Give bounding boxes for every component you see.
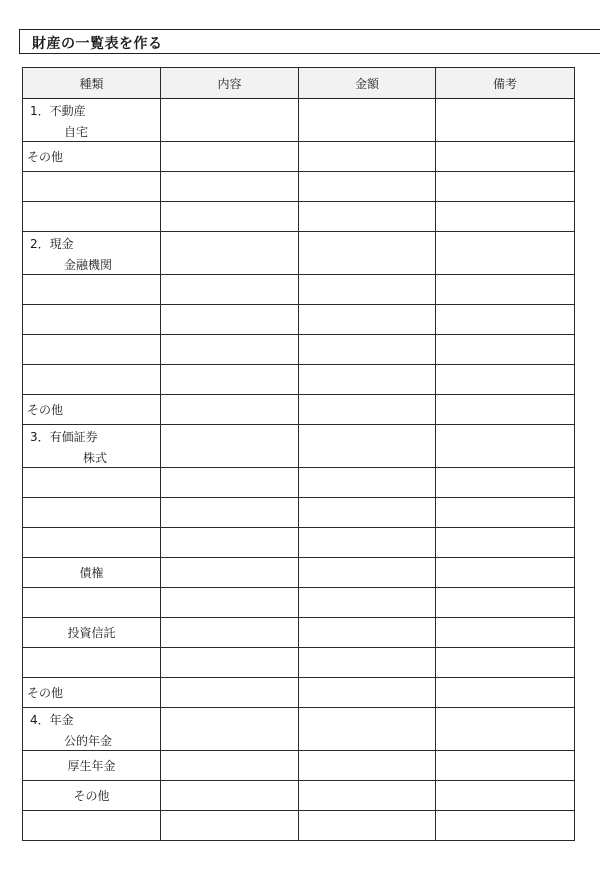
amount-cell[interactable] bbox=[299, 305, 436, 335]
header-amount: 金額 bbox=[299, 68, 436, 99]
remarks-cell[interactable] bbox=[436, 395, 575, 425]
content-cell[interactable] bbox=[161, 558, 299, 588]
subcategory-label: 金融機関 bbox=[64, 258, 113, 272]
table-row bbox=[23, 811, 575, 841]
table-row bbox=[23, 395, 575, 425]
remarks-cell[interactable] bbox=[436, 558, 575, 588]
amount-cell[interactable] bbox=[299, 781, 436, 811]
subcategory-label: その他 bbox=[27, 686, 64, 700]
amount-cell[interactable] bbox=[299, 498, 436, 528]
type-cell[interactable] bbox=[23, 365, 161, 395]
content-cell[interactable] bbox=[161, 232, 299, 275]
table-row bbox=[23, 781, 575, 811]
amount-cell[interactable] bbox=[299, 172, 436, 202]
table-row bbox=[23, 618, 575, 648]
type-cell bbox=[23, 142, 161, 172]
remarks-cell[interactable] bbox=[436, 781, 575, 811]
remarks-cell[interactable] bbox=[436, 498, 575, 528]
content-cell[interactable] bbox=[161, 498, 299, 528]
amount-cell[interactable] bbox=[299, 232, 436, 275]
content-cell[interactable] bbox=[161, 588, 299, 618]
table-row bbox=[23, 468, 575, 498]
remarks-cell[interactable] bbox=[436, 811, 575, 841]
content-cell[interactable] bbox=[161, 811, 299, 841]
type-cell[interactable] bbox=[23, 648, 161, 678]
type-cell[interactable] bbox=[23, 335, 161, 365]
type-cell bbox=[23, 425, 161, 468]
amount-cell[interactable] bbox=[299, 468, 436, 498]
content-cell[interactable] bbox=[161, 305, 299, 335]
remarks-cell[interactable] bbox=[436, 99, 575, 142]
remarks-cell[interactable] bbox=[436, 528, 575, 558]
content-cell[interactable] bbox=[161, 781, 299, 811]
amount-cell[interactable] bbox=[299, 678, 436, 708]
content-cell[interactable] bbox=[161, 468, 299, 498]
type-cell bbox=[23, 618, 161, 648]
remarks-cell[interactable] bbox=[436, 335, 575, 365]
header-type: 種類 bbox=[23, 68, 161, 99]
table-row bbox=[23, 305, 575, 335]
header-row bbox=[23, 68, 575, 99]
page-title: 財産の一覧表を作る bbox=[32, 36, 163, 52]
amount-cell[interactable] bbox=[299, 365, 436, 395]
type-cell[interactable] bbox=[23, 172, 161, 202]
amount-cell[interactable] bbox=[299, 708, 436, 751]
amount-cell[interactable] bbox=[299, 648, 436, 678]
content-cell[interactable] bbox=[161, 618, 299, 648]
subcategory-label: 厚生年金 bbox=[67, 759, 116, 773]
type-cell[interactable] bbox=[23, 202, 161, 232]
remarks-cell[interactable] bbox=[436, 648, 575, 678]
table-row bbox=[23, 708, 575, 751]
type-cell bbox=[23, 678, 161, 708]
content-cell[interactable] bbox=[161, 528, 299, 558]
type-cell bbox=[23, 708, 161, 751]
type-cell[interactable] bbox=[23, 275, 161, 305]
type-cell[interactable] bbox=[23, 305, 161, 335]
table-row bbox=[23, 648, 575, 678]
content-cell[interactable] bbox=[161, 335, 299, 365]
remarks-cell[interactable] bbox=[436, 618, 575, 648]
content-cell[interactable] bbox=[161, 708, 299, 751]
content-cell[interactable] bbox=[161, 172, 299, 202]
table-row bbox=[23, 528, 575, 558]
amount-cell[interactable] bbox=[299, 142, 436, 172]
amount-cell[interactable] bbox=[299, 202, 436, 232]
remarks-cell[interactable] bbox=[436, 751, 575, 781]
type-cell bbox=[23, 395, 161, 425]
remarks-cell[interactable] bbox=[436, 275, 575, 305]
table-row bbox=[23, 425, 575, 468]
subcategory-label: 自宅 bbox=[64, 125, 89, 139]
table-row bbox=[23, 678, 575, 708]
amount-cell[interactable] bbox=[299, 751, 436, 781]
table-row bbox=[23, 751, 575, 781]
header-content: 内容 bbox=[161, 68, 299, 99]
title-box bbox=[19, 29, 600, 54]
table-row bbox=[23, 365, 575, 395]
subcategory-label: 債権 bbox=[79, 566, 104, 580]
remarks-cell[interactable] bbox=[436, 708, 575, 751]
type-cell[interactable] bbox=[23, 468, 161, 498]
table-row bbox=[23, 99, 575, 142]
type-cell bbox=[23, 558, 161, 588]
content-cell[interactable] bbox=[161, 99, 299, 142]
category-label: 4．年金 bbox=[30, 713, 74, 727]
subcategory-label: 投資信託 bbox=[67, 626, 116, 640]
content-cell[interactable] bbox=[161, 425, 299, 468]
type-cell[interactable] bbox=[23, 528, 161, 558]
remarks-cell[interactable] bbox=[436, 202, 575, 232]
table-row bbox=[23, 498, 575, 528]
category-label: 2．現金 bbox=[30, 237, 74, 251]
remarks-cell[interactable] bbox=[436, 678, 575, 708]
content-cell[interactable] bbox=[161, 365, 299, 395]
type-cell[interactable] bbox=[23, 588, 161, 618]
subcategory-label: 公的年金 bbox=[64, 734, 113, 748]
amount-cell[interactable] bbox=[299, 558, 436, 588]
amount-cell[interactable] bbox=[299, 275, 436, 305]
remarks-cell[interactable] bbox=[436, 425, 575, 468]
remarks-cell[interactable] bbox=[436, 305, 575, 335]
content-cell[interactable] bbox=[161, 678, 299, 708]
asset-list-table bbox=[22, 67, 575, 841]
category-label: 1．不動産 bbox=[30, 104, 86, 118]
amount-cell[interactable] bbox=[299, 395, 436, 425]
amount-cell[interactable] bbox=[299, 811, 436, 841]
amount-cell[interactable] bbox=[299, 528, 436, 558]
amount-cell[interactable] bbox=[299, 588, 436, 618]
subcategory-label: その他 bbox=[73, 789, 110, 803]
type-cell bbox=[23, 232, 161, 275]
amount-cell[interactable] bbox=[299, 425, 436, 468]
content-cell[interactable] bbox=[161, 202, 299, 232]
table-row bbox=[23, 142, 575, 172]
subcategory-label: その他 bbox=[27, 403, 64, 417]
remarks-cell[interactable] bbox=[436, 172, 575, 202]
header-remarks: 備考 bbox=[436, 68, 575, 99]
table-row bbox=[23, 202, 575, 232]
type-cell[interactable] bbox=[23, 498, 161, 528]
remarks-cell[interactable] bbox=[436, 232, 575, 275]
type-cell bbox=[23, 99, 161, 142]
type-cell[interactable] bbox=[23, 811, 161, 841]
table-row bbox=[23, 335, 575, 365]
table-row bbox=[23, 232, 575, 275]
table-row bbox=[23, 275, 575, 305]
subcategory-label: その他 bbox=[27, 150, 64, 164]
amount-cell[interactable] bbox=[299, 99, 436, 142]
remarks-cell[interactable] bbox=[436, 365, 575, 395]
category-label: 3．有価証券 bbox=[30, 430, 98, 444]
remarks-cell[interactable] bbox=[436, 588, 575, 618]
table-row bbox=[23, 588, 575, 618]
amount-cell[interactable] bbox=[299, 618, 436, 648]
subcategory-label: 株式 bbox=[83, 451, 108, 465]
content-cell[interactable] bbox=[161, 751, 299, 781]
type-cell bbox=[23, 751, 161, 781]
remarks-cell[interactable] bbox=[436, 468, 575, 498]
type-cell bbox=[23, 781, 161, 811]
content-cell[interactable] bbox=[161, 142, 299, 172]
content-cell[interactable] bbox=[161, 275, 299, 305]
content-cell[interactable] bbox=[161, 648, 299, 678]
content-cell[interactable] bbox=[161, 395, 299, 425]
table-row bbox=[23, 172, 575, 202]
amount-cell[interactable] bbox=[299, 335, 436, 365]
table-row bbox=[23, 558, 575, 588]
remarks-cell[interactable] bbox=[436, 142, 575, 172]
